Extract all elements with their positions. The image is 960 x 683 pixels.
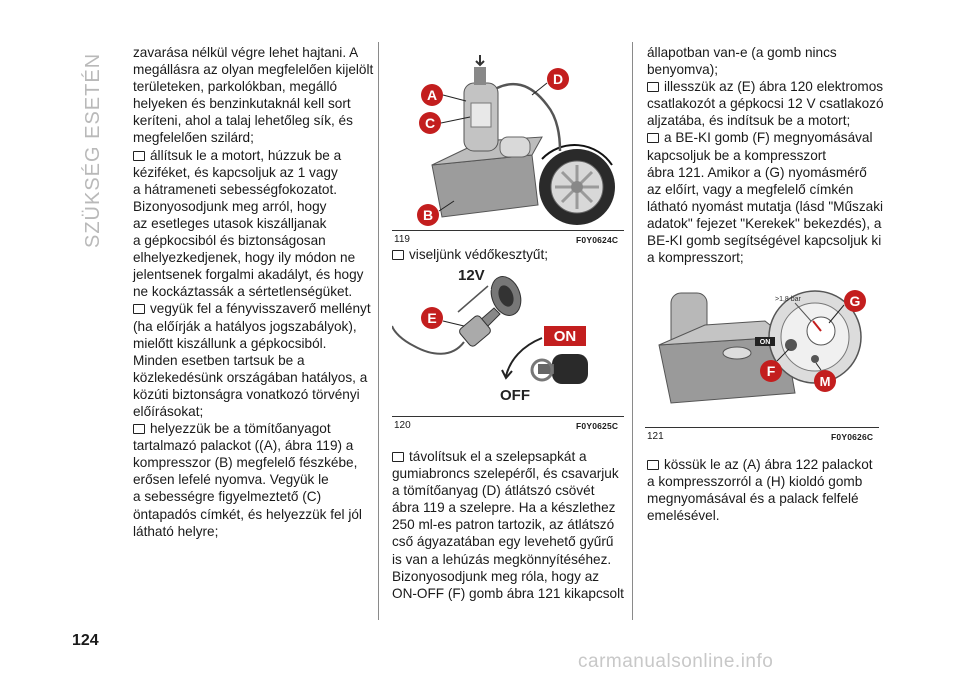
text-line: erősen lefelé nyomva. Vegyük le bbox=[133, 472, 329, 488]
text-line: adatok" fejezet "Kerekek" bekezdés), a bbox=[647, 215, 882, 231]
svg-text:E: E bbox=[427, 310, 437, 326]
svg-text:ON: ON bbox=[759, 339, 771, 346]
text-block-connect bbox=[647, 44, 887, 266]
text-line: a kompresszorról a (H) kioldó gomb bbox=[647, 474, 863, 490]
text-line: megnyomásával és a palack felfelé bbox=[647, 491, 859, 507]
text-line: zavarása nélkül végre lehet hajtani. A bbox=[133, 45, 359, 60]
svg-text:F: F bbox=[766, 363, 776, 379]
bullet-line: vegyük fel a fényvisszaverő mellényt bbox=[133, 300, 373, 317]
text-line: a kompresszort; bbox=[647, 250, 744, 266]
figure-number: 120 bbox=[394, 420, 411, 431]
text-line: látható nyomást mutatja (lásd "Műszaki bbox=[647, 198, 884, 214]
figure-code: F0Y0624C bbox=[576, 235, 619, 245]
watermark: carmanualsonline.info bbox=[578, 651, 774, 672]
figure-rule bbox=[645, 427, 879, 428]
svg-text:M: M bbox=[819, 374, 831, 389]
text-line: csatlakozót a gépkocsi 12 V csatlakozó bbox=[647, 96, 884, 112]
bullet-line: állítsuk le a motort, húzzuk be a bbox=[133, 147, 373, 164]
text-line: jelentsenek forgalmi akadályt, és hogy bbox=[133, 267, 364, 283]
svg-text:B: B bbox=[422, 207, 434, 223]
figure-number: 119 bbox=[394, 234, 410, 245]
text-line: állapotban van-e (a gomb nincs bbox=[647, 45, 837, 60]
text-line: 250 ml-es patron tartozik, az átlátszó bbox=[392, 517, 615, 533]
text-block-disconnect bbox=[647, 456, 887, 524]
text-line: kapcsoljuk be a kompresszort bbox=[647, 147, 827, 163]
figure-121-illustration bbox=[645, 275, 879, 425]
text-line: is van a lehúzás megkönnyítéséhez. bbox=[392, 551, 612, 567]
text-line: a tömítőanyag (D) átlátszó csövét bbox=[392, 483, 595, 499]
figure-120 bbox=[392, 268, 624, 416]
text-line: aljzatába, és indítsuk be a motort; bbox=[647, 113, 851, 129]
column-divider bbox=[378, 42, 379, 620]
svg-text:C: C bbox=[424, 115, 436, 131]
figure-120-illustration bbox=[392, 268, 624, 416]
text-line: az esetleges utasok kiszálljanak bbox=[133, 215, 327, 231]
text-line: mielőtt kiszállunk a gépkocsiból. bbox=[133, 335, 327, 351]
text-line: BE-KI gomb segítségével kapcsoljuk ki bbox=[647, 233, 882, 249]
column-divider bbox=[632, 42, 633, 620]
text-line: Bizonyosodjunk meg arról, hogy bbox=[133, 198, 327, 214]
text-line: Bizonyosodjunk meg róla, hogy az bbox=[392, 568, 600, 584]
text-line: az előírt, vagy a megfelelő címkén bbox=[647, 181, 854, 197]
figure-121 bbox=[645, 275, 879, 425]
figure-code: F0Y0626C bbox=[831, 432, 874, 442]
bullet-line: kössük le az (A) ábra 122 palackot bbox=[647, 456, 887, 473]
text-line: elhelyezkedjenek, hogy ily módon ne bbox=[133, 250, 356, 266]
svg-text:G: G bbox=[849, 293, 861, 309]
section-title: SZÜKSÉG ESETÉN bbox=[82, 52, 104, 248]
bullet-line: a BE-KI gomb (F) megnyomásával bbox=[647, 129, 887, 146]
svg-text:12V: 12V bbox=[458, 268, 485, 284]
text-line: közúti biztonságra vonatkozó törvényi bbox=[133, 386, 360, 402]
text-line: megfelelően szilárd; bbox=[133, 130, 254, 146]
text-line: emelésével. bbox=[647, 508, 720, 524]
text-column-left bbox=[133, 44, 373, 540]
text-line: a sebességre figyelmeztető (C) bbox=[133, 489, 322, 505]
figure-119-illustration bbox=[392, 55, 624, 230]
text-line: benyomva); bbox=[647, 62, 719, 78]
text-line: megállásra az olyan megfelelően kijelölt bbox=[133, 62, 374, 78]
text-line: öntapadós címkét, és helyezzük fel jól bbox=[133, 506, 362, 522]
text-line: cső ágyazatában egy levehető gyűrű bbox=[392, 534, 614, 550]
text-line: területeken, parkolókban, megálló bbox=[133, 79, 338, 95]
figure-119 bbox=[392, 55, 624, 230]
text-line: keríteni, ahol a talaj lehetőleg sík, és bbox=[133, 113, 353, 129]
text-line: Minden esetben tartsuk be a bbox=[133, 352, 305, 368]
svg-text:>1,8 bar: >1,8 bar bbox=[775, 296, 801, 303]
figure-number: 121 bbox=[647, 431, 664, 442]
text-line: tartalmazó palackot ((A), ábra 119) a bbox=[133, 438, 354, 454]
text-block-valve bbox=[392, 448, 627, 602]
text-line: látható helyre; bbox=[133, 523, 219, 539]
text-line: helyeken és benzinkutaknál kell sort bbox=[133, 96, 351, 112]
text-line: a gépkocsiból és biztonságosan bbox=[133, 233, 326, 249]
text-line: ábra 121. Amikor a (G) nyomásmérő bbox=[647, 164, 867, 180]
text-line: ON-OFF (F) gomb ábra 121 kikapcsolt bbox=[392, 585, 624, 601]
bullet-line: illesszük az (E) ábra 120 elektromos bbox=[647, 78, 887, 95]
text-line: a hátrameneti sebességfokozatot. bbox=[133, 181, 338, 197]
bullet-line: helyezzük be a tömítőanyagot bbox=[133, 420, 373, 437]
text-line: ne kockáztassák a sértetlenségüket. bbox=[133, 284, 353, 300]
text-line: kéziféket, és kapcsoljuk az 1 vagy bbox=[133, 164, 338, 180]
text-line: gumiabroncs szelepéről, és csavarjuk bbox=[392, 466, 619, 482]
figure-rule bbox=[392, 230, 624, 231]
text-line: előírásokat; bbox=[133, 403, 204, 419]
text-line: közlekedésünk országában hatályos, a bbox=[133, 369, 368, 385]
svg-text:D: D bbox=[552, 71, 564, 87]
figure-code: F0Y0625C bbox=[576, 421, 619, 431]
figure-rule bbox=[392, 416, 624, 417]
bullet-line: távolítsuk el a szelepsapkát a bbox=[392, 448, 627, 465]
bullet-line: viseljünk védőkesztyűt; bbox=[392, 246, 627, 263]
svg-text:OFF: OFF bbox=[500, 387, 530, 404]
text-block-gloves bbox=[392, 246, 627, 263]
text-line: kompresszor (B) megfelelő fészkébe, bbox=[133, 455, 358, 471]
text-line: (ha előírják a hatályos jogszabályok), bbox=[133, 318, 357, 334]
svg-text:ON: ON bbox=[553, 328, 577, 345]
svg-text:A: A bbox=[426, 87, 438, 103]
text-line: ábra 119 a szelepre. Ha a készlethez bbox=[392, 500, 616, 516]
page-number: 124 bbox=[72, 632, 99, 649]
